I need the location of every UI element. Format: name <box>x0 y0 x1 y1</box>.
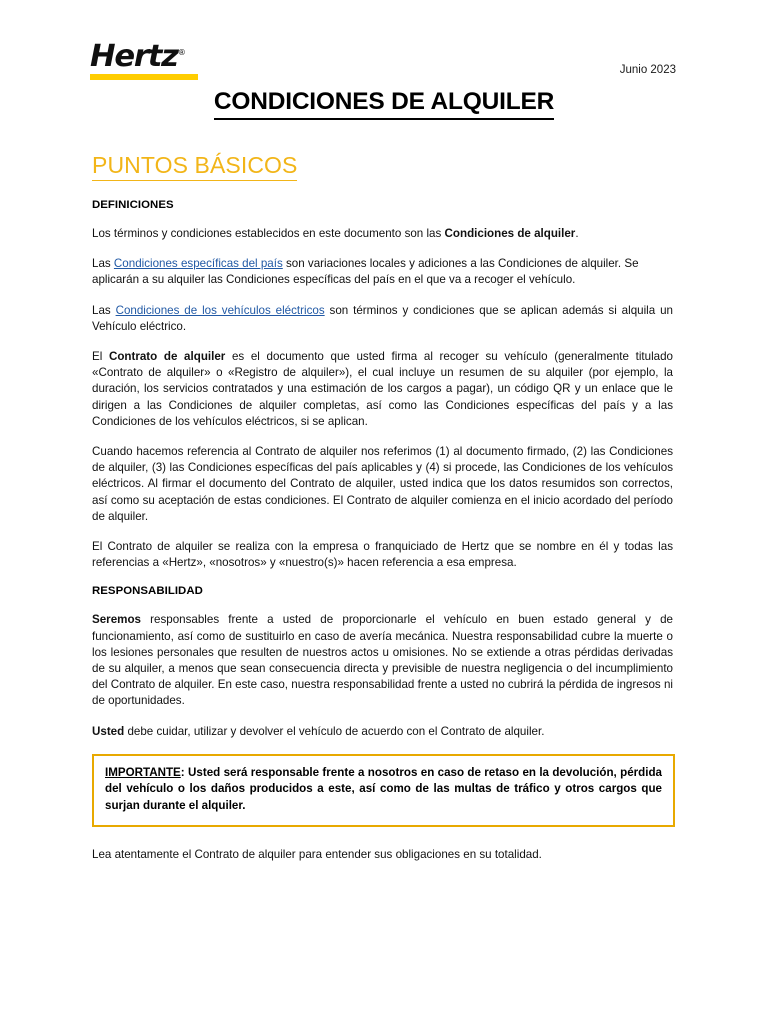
text-fragment: responsables frente a usted de proporcionarle el vehículo en buen estado general y de funcionamiento, así como de sustituirlo en caso de avería mecánica. Nuestra responsabilidad cubre la muerte o los lesiones personales que resulten de nuestros actos u omisiones. No se extiende a otras pérdidas derivadas de su alquiler, a menos que sean consecuencia directa y previsible de nuestra negligencia o del incumplimiento del Contrato de alquiler. En este caso, nuestra responsabilidad frente a usted no cubrirá la pérdida de ingresos ni de oportunidades. <box>92 613 673 708</box>
registered-mark-icon: ® <box>177 48 186 57</box>
text-fragment: Los términos y condiciones establecidos en este documento son las <box>92 227 445 240</box>
hertz-wordmark <box>90 38 214 72</box>
document-header <box>0 0 768 140</box>
text-fragment: son variaciones locales y adiciones a las Condiciones de alquiler. Se aplicarán a su alquiler las Condiciones específicas del país en el que va a recoger el vehículo. <box>92 257 639 287</box>
term-seremos: Seremos <box>92 613 141 627</box>
text-fragment: debe cuidar, utilizar y devolver el vehículo de acuerdo con el Contrato de alquiler. <box>124 724 545 738</box>
paragraph-ev-conditions <box>92 303 673 335</box>
text-fragment: son términos y condiciones que se aplican además si alquila un Vehículo eléctrico. <box>92 303 673 333</box>
term-rental-agreement: Contrato de alquiler <box>108 350 226 364</box>
paragraph-hertz-entity: El Contrato de alquiler se realiza con la empresa o franquiciado de Hertz que se nombre en él y todas las referencias a «Hertz», «nosotros» y «nuestro(s)» hacen referencia a esa empresa. <box>92 540 673 570</box>
term-usted: Usted <box>92 724 125 738</box>
page-title <box>0 88 768 116</box>
section-heading-basics <box>92 152 673 179</box>
subheading-liability: RESPONSABILIDAD <box>92 585 203 598</box>
document-date: Junio 2023 <box>619 64 676 76</box>
paragraph-our-liability <box>92 612 673 709</box>
link-electric-vehicle-conditions[interactable]: Condiciones de los vehículos eléctricos <box>115 303 325 317</box>
hertz-logo-bar <box>90 74 198 80</box>
paragraph-definitions-intro <box>92 226 673 242</box>
section-heading-basics-text: PUNTOS BÁSICOS <box>92 152 297 181</box>
paragraph-rental-agreement-scope: Cuando hacemos referencia al Contrato de alquiler nos referimos (1) al documento firmado, (2) las Condiciones de alquiler, (3) las Condiciones específicas del país aplicables y (4) si procede, las Condiciones de los vehículos eléctricos. Al firmar el documento del Contrato de alquiler, usted indica que los datos resumidos son correctos, así como su aceptación de estas condiciones. El Contrato de alquiler comienza en el inicio acordado del período de alquiler. <box>92 445 673 523</box>
link-country-specific-conditions[interactable]: Condiciones específicas del país <box>113 257 283 271</box>
text-fragment: Las <box>92 257 114 271</box>
text-fragment: : Usted será responsable frente a nosotros en caso de retaso en la devolución, pérdida del vehículo o los daños producidos a este, así como de las multas de tráfico y otros cargos que surjan durante el alquiler. <box>105 765 662 812</box>
paragraph-read-carefully: Lea atentamente el Contrato de alquiler para entender sus obligaciones en su totalidad. <box>92 848 542 862</box>
text-fragment: . <box>575 227 579 240</box>
subheading-definitions: DEFINICIONES <box>92 199 174 211</box>
text-fragment: Las <box>92 303 116 317</box>
text-fragment: es el documento que usted firma al recoger su vehículo (generalmente titulado «Contrato de alquiler» o «Registro de alquiler»), el cual incluye un resumen de su alquiler (por ejemplo, la duración, los servicios contratados y una estimación de los cargos a pagar), un código QR y un enlace que le dirigen a las Condiciones de alquiler completas, así como las Condiciones específicas del país y a las Condiciones de los vehículos eléctricos, si se aplican. <box>92 350 673 428</box>
paragraph-rental-agreement-definition <box>92 349 673 430</box>
important-label: IMPORTANTE <box>105 765 181 779</box>
paragraph-country-conditions <box>92 256 673 288</box>
important-callout-box <box>92 754 675 827</box>
term-conditions-rental: Condiciones de alquiler <box>444 227 576 240</box>
hertz-wordmark-text: Hertz <box>90 39 178 74</box>
important-callout-text <box>105 765 662 814</box>
hertz-logo <box>90 38 212 80</box>
page-title-text: CONDICIONES DE ALQUILER <box>214 88 554 120</box>
document-body <box>92 152 673 863</box>
paragraph-your-duty <box>92 724 673 740</box>
text-fragment: El <box>92 350 109 364</box>
